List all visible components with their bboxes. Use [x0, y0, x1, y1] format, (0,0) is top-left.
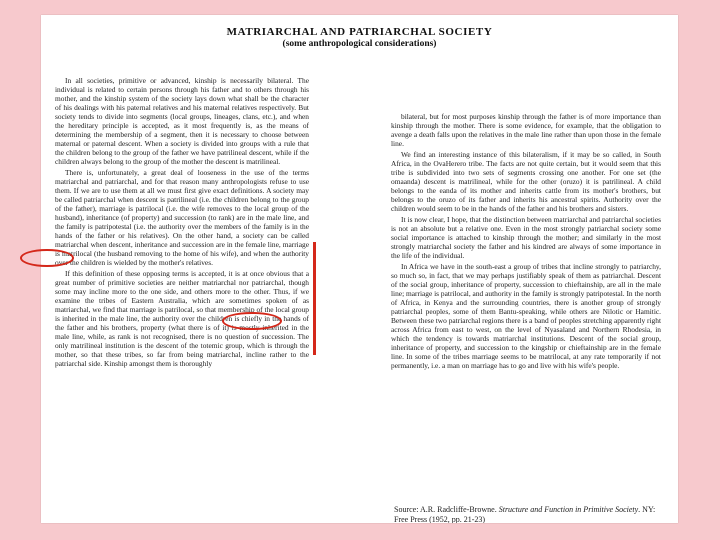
source-suffix: . NY: Free Press (1952, pp. 21-23)	[394, 505, 656, 523]
left-paragraph-3: If this definition of these opposing terms is accepted, it is at once obvious that a great number of primitive societies are neither matriarchal nor patriarchal, though some may incline more to the one side, and others more to the other. Thus, if we examine the tribes of Eastern Australia, which are sometimes spoken of as matriarchal, we find that marriage is patrilocal, so that membership of the local group is inherited in the male line, the authority over the children is chiefly in the hands of the father and his brothers, property (what there is of it) is mostly inherited in the male line, while, as rank is not recognised, there is no question of succession. The only matrilineal institution is the descent of the totemic group, which is through the mother, so that these tribes, so far from being matriarchal, incline rather to the patriarchal side. Kinship amongst them is thoroughly	[55, 269, 309, 368]
right-paragraph-3: It is now clear, I hope, that the distinction between matriarchal and patriarchal societies is not an absolute but a relative one. Even in the most strongly patriarchal society some social importance is attached to kinship through the mother; and similarly in the most strongly matriarchal society the father and his kindred are always of some importance in the life of the individual.	[391, 215, 661, 260]
highlight-oval-matriarchal	[222, 312, 282, 330]
red-margin-marker	[313, 242, 316, 355]
highlight-oval-patriarchal	[20, 249, 74, 267]
left-paragraph-1: In all societies, primitive or advanced, kinship is necessarily bilateral. The individual is related to certain persons through his father and to others through his mother, and the kinship system of the society lays down what shall be the character of his dealings with his paternal relatives and his maternal relatives respectively. But society tends to divide into segments (local groups, lineages, clans, etc.), and when the hereditary principle is accepted, as it most frequently is, as the means of determining the membership of a segment, then it is necessary to choose between maternal or paternal descent. When a society is divided into groups with a rule that the children belong to the group of the father we have patrilineal descent, while if the children always belong to the group of the mother the descent is matrilineal.	[55, 76, 309, 166]
right-paragraph-2: We find an interesting instance of this bilateralism, if it may be so called, in South Africa, in the OvaHerero tribe. The facts are not quite certain, but it would seem that this tribe is subdivided into two sets of segments crossing one another. For one set (the omaanda) descent is matrilineal, while for the other (oruzo) it is patrilineal. A child belongs to the eanda of its mother and inherits cattle from its mother's brothers, but belongs to the oruzo of its father and inherits his ancestral spirits. Authority over the children would seem to be in the hands of the father and his brothers and sisters.	[391, 150, 661, 213]
scanned-document-page	[41, 15, 678, 523]
source-prefix: Source: A.R. Radcliffe-Browne.	[394, 505, 497, 514]
right-text-column	[391, 112, 661, 372]
document-title: MATRIARCHAL AND PATRIARCHAL SOCIETY	[226, 26, 493, 38]
document-subtitle: (some anthropological considerations)	[282, 39, 437, 49]
source-citation	[394, 505, 664, 523]
source-book-title: Structure and Function in Primitive Society	[498, 505, 639, 514]
right-paragraph-4: In Africa we have in the south-east a group of tribes that incline strongly to patriarchy, so much so, in fact, that we may perhaps justifiably speak of them as patriarchal. Descent of the social group, inheritance of property, succession to chieftainship, are all in the male line; marriage is patrilocal, and authority in the family is strongly patripotestal. In the north of Africa, in Kenya and the surrounding countries, there is another group of strongly patriarchal peoples, some of them Bantu-speaking, while others are Nilotic or Hamitic. Between these two patriarchal regions there is a band of peoples stretching apparently right across Africa from east to west, on the level of Nyasaland and Northern Rhodesia, in which the tendency is towards matriarchal institutions. Descent of the social group, inheritance of property, and succession to the kingship or chieftainship are in the female line. In some of the tribes marriage seems to be matrilocal, at any rate temporarily if not permanently, i.e. a man on marriage has to go and live with his wife's people.	[391, 262, 661, 370]
right-paragraph-1: bilateral, but for most purposes kinship through the father is of more importance than kinship through the mother. There is some evidence, for example, that the obligation to avenge a death falls upon the relatives in the male line rather than upon those in the female line.	[391, 112, 661, 148]
left-paragraph-2: There is, unfortunately, a great deal of looseness in the use of the terms matriarchal and patriarchal, and for that reason many anthropologists refuse to use them. If we are to use them at all we must first give exact definitions. A society may be called patriarchal when descent is patrilineal (i.e. the children belong to the group of the father), marriage is patrilocal (i.e. the wife removes to the local group of the husband), inheritance (of property) and succession (to rank) are in the male line, and the family is patripotestal (i.e. the authority over the members of the family is in the hands of the father or his relatives). On the other hand, a society can be called matriarchal when descent, inheritance and succession are in the female line, marriage is matrilocal (the husband removing to the home of his wife), and when the authority over the children is wielded by the mother's relatives.	[55, 168, 309, 267]
